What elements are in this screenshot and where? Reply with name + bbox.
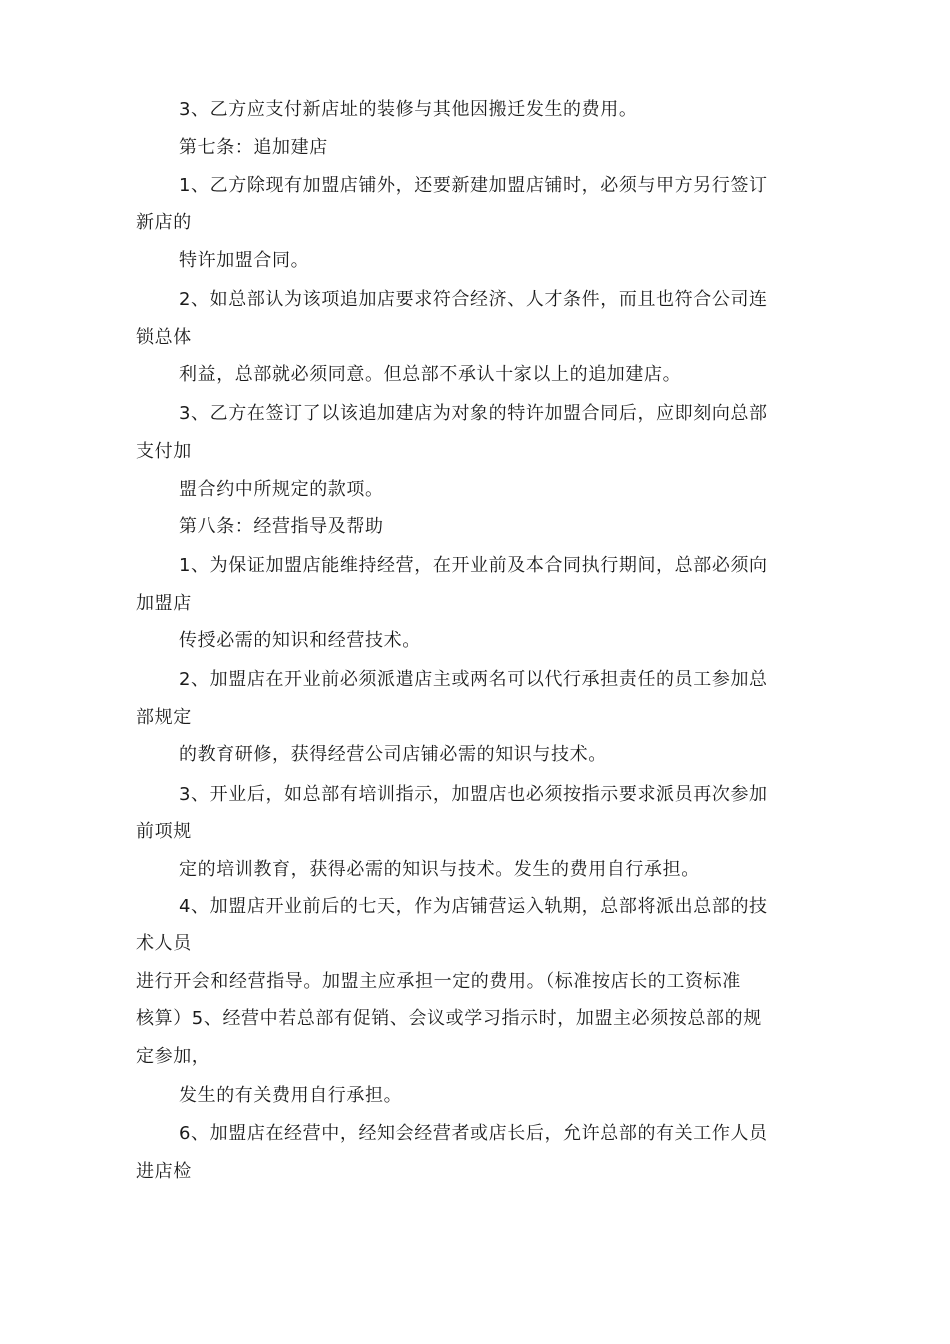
- text-line: 4、加盟店开业前后的七天，作为店铺营运入轨期，总部将派出总部的技: [179, 896, 768, 917]
- text-line: 盟合约中所规定的款项。: [179, 479, 384, 500]
- section-heading: 第七条：追加建店: [179, 137, 328, 158]
- text-line: 2、如总部认为该项追加店要求符合经济、人才条件，而且也符合公司连: [179, 289, 768, 310]
- text-line: 进店检: [136, 1161, 192, 1182]
- text-line: 核算）5、经营中若总部有促销、会议或学习指示时，加盟主必须按总部的规: [136, 1008, 762, 1029]
- text-line: 6、加盟店在经营中，经知会经营者或店长后，允许总部的有关工作人员: [179, 1123, 768, 1144]
- text-line: 术人员: [136, 933, 192, 954]
- text-line: 传授必需的知识和经营技术。: [179, 630, 421, 651]
- text-line: 利益，总部就必须同意。但总部不承认十家以上的追加建店。: [179, 364, 682, 385]
- text-line: 3、开业后，如总部有培训指示，加盟店也必须按指示要求派员再次参加: [179, 784, 768, 805]
- text-line: 1、为保证加盟店能维持经营，在开业前及本合同执行期间，总部必须向: [179, 555, 768, 576]
- text-line: 进行开会和经营指导。加盟主应承担一定的费用。（标准按店长的工资标准: [136, 971, 741, 992]
- text-line: 支付加: [136, 441, 192, 462]
- text-line: 锁总体: [136, 327, 192, 348]
- text-line: 3、乙方在签订了以该追加建店为对象的特许加盟合同后，应即刻向总部: [179, 403, 768, 424]
- text-line: 加盟店: [136, 593, 192, 614]
- text-line: 前项规: [136, 821, 192, 842]
- text-line: 部规定: [136, 707, 192, 728]
- text-line: 特许加盟合同。: [179, 250, 310, 271]
- section-heading: 第八条：经营指导及帮助: [179, 516, 384, 537]
- text-line: 1、乙方除现有加盟店铺外，还要新建加盟店铺时，必须与甲方另行签订: [179, 175, 768, 196]
- text-line: 的教育研修，获得经营公司店铺必需的知识与技术。: [179, 744, 607, 765]
- text-line: 2、加盟店在开业前必须派遣店主或两名可以代行承担责任的员工参加总: [179, 669, 768, 690]
- text-line: 发生的有关费用自行承担。: [179, 1085, 403, 1106]
- text-line: 定参加，: [136, 1046, 211, 1067]
- text-line: 3、乙方应支付新店址的装修与其他因搬迁发生的费用。: [179, 99, 638, 120]
- text-line: 定的培训教育，获得必需的知识与技术。发生的费用自行承担。: [179, 859, 700, 880]
- text-line: 新店的: [136, 212, 192, 233]
